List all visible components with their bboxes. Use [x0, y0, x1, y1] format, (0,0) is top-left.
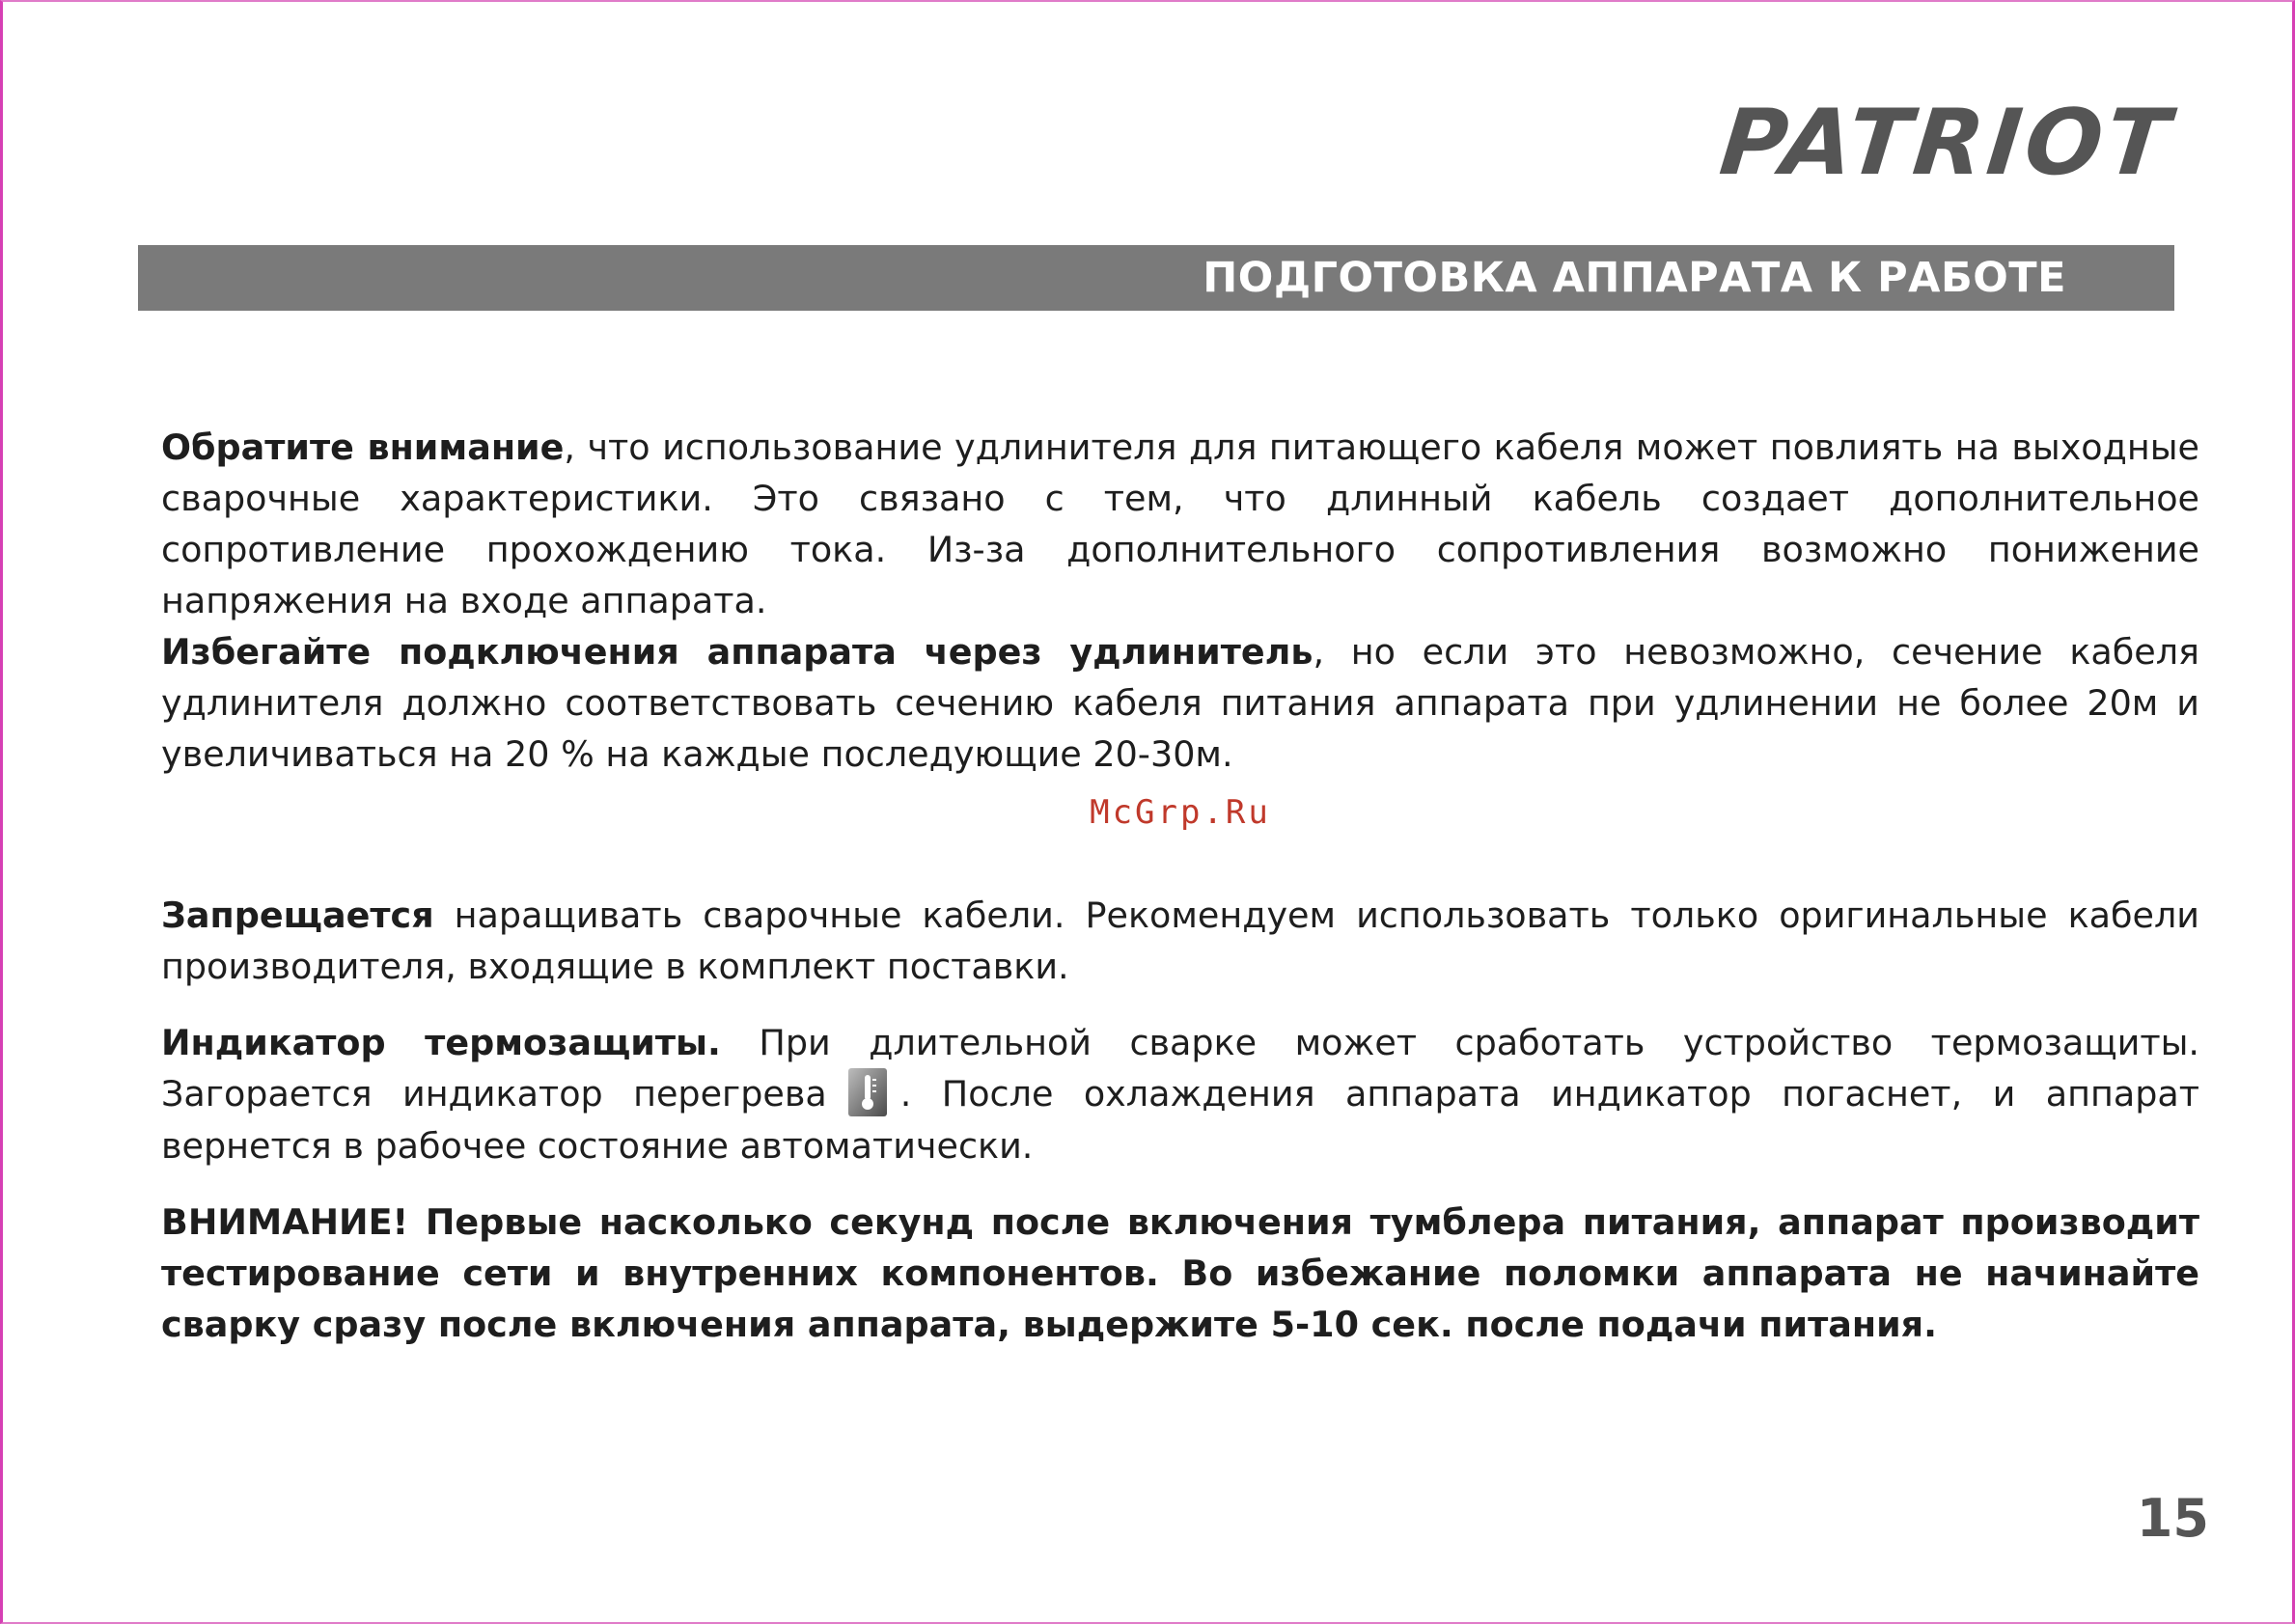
paragraph-text: , но если это невозможно, сечение кабеля удлинителя должно соответствовать сечению кабеля питания аппарата при удлинении не более 20м и увеличиваться на 20 % на каждые последующие 20-30м. — [161, 631, 2200, 775]
paragraph-lead-bold: Запрещается — [161, 895, 434, 936]
paragraph-text: наращивать сварочные кабели. Рекомендуем использовать только оригинальные кабели производителя, входящие в комплект поставки. — [161, 895, 2199, 987]
paragraph-lead-bold: Избегайте подключения аппарата через удлинитель — [161, 631, 1313, 673]
section-title: ПОДГОТОВКА АППАРАТА К РАБОТЕ — [1203, 254, 2066, 302]
paragraph-avoid-extension — [161, 626, 2199, 780]
paragraph-prohibited — [161, 890, 2199, 992]
paragraph-text: , что использование удлинителя для питающего кабеля может повлиять на выходные сварочные характеристики. Это связано с тем, что длинный кабель создает дополнительное сопротивление прохождению тока. Из-за дополнительного сопротивления возможно понижение напряжения на входе аппарата. — [161, 427, 2199, 621]
paragraph-text: . После охлаждения аппарата индикатор погаснет, и аппарат вернется в рабочее состояние автоматически. — [161, 1073, 2199, 1167]
paragraph-warning: ВНИМАНИЕ! Первые насколько секунд после включения тумблера питания, аппарат производит тестирование сети и внутренних компонентов. Во избежание поломки аппарата не начинайте сварку сразу после включения аппарата, выдержите 5-10 сек. после подачи питания. — [161, 1200, 2199, 1345]
brand-logo: PATRIOT — [1715, 91, 2178, 196]
page-number: 15 — [2136, 1488, 2209, 1549]
paragraph-lead-bold: Обратите внимание — [161, 427, 565, 468]
paragraph-text: При длительной сварке может сработать устройство термозащиты. Загорается индикатор перегрева — [161, 1022, 2199, 1115]
document-body — [161, 422, 2199, 1350]
thermometer-icon — [848, 1068, 887, 1116]
section-header-bar — [138, 245, 2174, 311]
paragraph-lead-bold: Индикатор термозащиты. — [161, 1022, 721, 1063]
paragraph-extension-cable-note — [161, 422, 2199, 626]
watermark-text: McGrp.Ru — [1090, 793, 1271, 832]
paragraph-thermal-indicator — [161, 1017, 2199, 1171]
